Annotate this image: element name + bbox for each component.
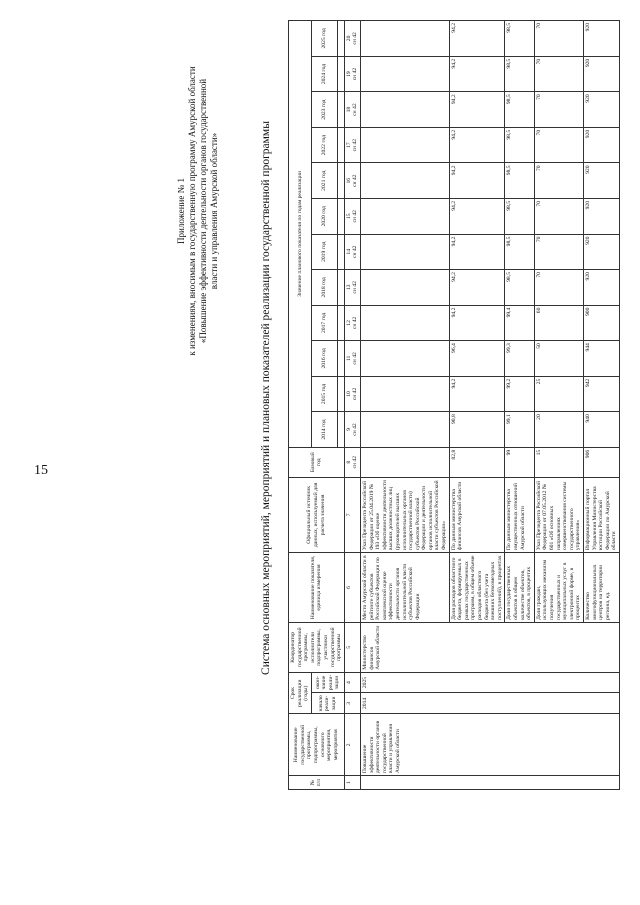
year-value: 94,2 xyxy=(449,234,505,270)
year-value: 900 xyxy=(583,305,619,341)
program-name: Повышение эффективности деятельности органов государственной власти и управления Амурской области xyxy=(360,714,619,776)
column-number xyxy=(344,270,360,306)
header-year: 2018 год xyxy=(311,270,337,306)
base-value: 82,8 xyxy=(449,447,505,477)
indicators-table xyxy=(288,20,620,790)
column-number xyxy=(344,21,360,57)
indicator-source: По данным министерства финансов Амурской области xyxy=(449,477,505,552)
year-value: 90,8 xyxy=(449,412,505,448)
cn-label: сн 42 xyxy=(352,316,359,330)
column-number xyxy=(344,412,360,448)
header-year: 2021 год xyxy=(311,163,337,199)
year-value xyxy=(360,127,449,163)
year-value: 942 xyxy=(583,376,619,412)
header-year: 2015 год xyxy=(311,376,337,412)
column-number-label: 15 xyxy=(345,213,352,220)
column-number-label: 11 xyxy=(345,355,352,362)
year-value: 98,5 xyxy=(505,270,534,306)
column-number-label: 19 xyxy=(345,71,352,77)
year-value xyxy=(360,305,449,341)
base-value xyxy=(360,447,449,477)
indicator-name: Доля граждан, использующих механизм получения государственных и муниципальных услуг в электронной форме, в процентах xyxy=(534,553,583,623)
indicator-source: Указ Президента Российской Федерации от 25.04.2019 № 193 «Об оценке эффективности деятельности высших должностных лиц (руководителей высших исполнительных органов государственной власти) субъектов Российской Федерации и деятельности органов исполнительной власти субъектов Российской Федерации» xyxy=(360,477,449,552)
appendix-line-2: к изменениям, вносимым в государственную программу Амурской области xyxy=(187,66,197,356)
header-year: 2022 год xyxy=(311,127,337,163)
year-value: 98,5 xyxy=(505,56,534,92)
header-term-end: окон-чание реали-зации xyxy=(311,672,344,693)
empty-cell xyxy=(337,21,344,57)
header-name: Наименование государственной программы, подпрограммы, основного мероприятия, мероприятия xyxy=(289,714,345,776)
year-value: 920 xyxy=(583,163,619,199)
year-value: 94,2 xyxy=(449,198,505,234)
year-value: 98,5 xyxy=(505,21,534,57)
year-value: 94,2 xyxy=(449,376,505,412)
header-term: Срок реализации (годы) xyxy=(289,672,312,714)
year-value: 94,2 xyxy=(449,305,505,341)
year-value: 920 xyxy=(583,92,619,128)
year-value: 94,2 xyxy=(449,21,505,57)
year-value xyxy=(360,234,449,270)
cn-label: сн 42 xyxy=(352,174,359,187)
year-value: 70 xyxy=(534,234,583,270)
program-coordinator: Министерство финансов Амурской области xyxy=(360,622,619,672)
year-value: 920 xyxy=(583,21,619,57)
year-value: 99,1 xyxy=(505,412,534,448)
year-value: 70 xyxy=(534,198,583,234)
year-value: 920 xyxy=(583,198,619,234)
indicator-name: Место Амурской области в рейтинге субъектов Российской Федерации по комплексной оценке эффективности деятельности органов исполнительной власти субъектов Российской Федерации xyxy=(360,553,449,623)
empty-cell xyxy=(337,56,344,92)
empty-cell xyxy=(337,270,344,306)
header-indicator: Наименование показателя, единица измерения xyxy=(289,553,345,623)
indicator-source: Указ Президента Российской Федерации от 07.05.2012 № 601 «Об основных направлениях совершенствования системы государственного управления» xyxy=(534,477,583,552)
year-value: 94,2 xyxy=(449,127,505,163)
cn-label: сн 42 xyxy=(352,281,359,294)
year-value: 94,2 xyxy=(449,92,505,128)
indicator-source: Информационный портал Управления Министерства юстиции Российской Федерации по Амурской области xyxy=(583,477,619,552)
header-year: 2025 год xyxy=(311,21,337,57)
indicator-name: Количество многофункциональных центров на территории региона, ед. xyxy=(583,553,619,623)
year-value: 98,5 xyxy=(505,92,534,128)
year-value: 70 xyxy=(534,127,583,163)
column-number-label: 12 xyxy=(345,320,352,326)
year-value: 70 xyxy=(534,270,583,306)
header-year: 2016 год xyxy=(311,341,337,377)
year-value: 99,2 xyxy=(505,376,534,412)
column-number xyxy=(344,163,360,199)
column-number xyxy=(344,305,360,341)
empty-cell xyxy=(337,92,344,128)
column-number-label: 17 xyxy=(345,142,352,148)
column-number xyxy=(344,198,360,234)
year-value: 60 xyxy=(534,305,583,341)
cn-label: сн 42 xyxy=(352,387,359,401)
column-number-label: 13 xyxy=(345,284,352,291)
year-value: 940 xyxy=(583,412,619,448)
column-number-label: 8 xyxy=(345,460,352,464)
empty-cell xyxy=(337,198,344,234)
year-value: 94,2 xyxy=(449,163,505,199)
header-year: 2023 год xyxy=(311,92,337,128)
indicator-name: Доля расходов областного бюджета, формируемых в рамках государственных программ, в общем объеме расходов областного бюджета (без учета внешних безвозмездных поступлений), в процентах xyxy=(449,553,505,623)
appendix-note xyxy=(176,26,220,396)
empty-cell xyxy=(337,341,344,377)
year-value: 94,2 xyxy=(449,56,505,92)
header-year: 2020 год xyxy=(311,198,337,234)
header-year: 2014 год xyxy=(311,412,337,448)
year-value: 920 xyxy=(583,56,619,92)
header-values-group: Значение планового показателя по годам реализации xyxy=(289,21,312,448)
column-number: 4 xyxy=(344,672,360,693)
year-value xyxy=(360,92,449,128)
column-number-label: 10 xyxy=(345,391,352,397)
year-value: 944 xyxy=(583,341,619,377)
appendix-line-1: Приложение № 1 xyxy=(176,178,186,244)
base-value: 99 xyxy=(505,447,534,477)
header-source: Официальный источник данных, используемый для расчета значения xyxy=(289,477,345,552)
header-num: № п/п xyxy=(289,776,345,790)
column-number: 6 xyxy=(344,553,360,623)
empty-cell xyxy=(337,412,344,448)
column-number xyxy=(344,447,360,477)
cn-label: сн 42 xyxy=(352,245,359,259)
page-number: 15 xyxy=(34,463,48,478)
empty-cell xyxy=(337,305,344,341)
year-value xyxy=(360,270,449,306)
row-number xyxy=(360,776,619,790)
header-base-year: Базовый год xyxy=(289,447,345,477)
column-number: 2 xyxy=(344,714,360,776)
column-number xyxy=(344,341,360,377)
year-value xyxy=(360,163,449,199)
column-number-label: 9 xyxy=(345,428,352,431)
year-value: 70 xyxy=(534,92,583,128)
program-end-year: 2025 xyxy=(360,672,619,693)
column-number xyxy=(344,376,360,412)
appendix-line-4: власти и управления Амурской области» xyxy=(209,132,219,290)
year-value xyxy=(360,412,449,448)
cn-label: сн 42 xyxy=(352,423,359,436)
column-number xyxy=(344,92,360,128)
year-value xyxy=(360,341,449,377)
year-value: 920 xyxy=(583,127,619,163)
cn-label: сн 42 xyxy=(352,210,359,223)
column-number xyxy=(344,56,360,92)
year-value: 70 xyxy=(534,21,583,57)
cn-label: сн 42 xyxy=(352,103,359,116)
year-value: 98,5 xyxy=(505,127,534,163)
indicator-source: По данным министерства имущественных отношений Амурской области xyxy=(505,477,534,552)
year-value: 99,4 xyxy=(505,305,534,341)
year-value: 96,4 xyxy=(449,341,505,377)
cn-label: сн 42 xyxy=(352,138,359,152)
year-value: 94,2 xyxy=(449,270,505,306)
empty-cell xyxy=(337,127,344,163)
year-value: 20 xyxy=(534,412,583,448)
cn-label: сн 42 xyxy=(352,32,359,45)
column-number-label: 14 xyxy=(345,249,352,255)
table-row xyxy=(360,21,449,790)
column-number-label: 20 xyxy=(345,35,352,42)
document-title: Система основных мероприятий, мероприятий и плановых показателей реализации государственной программы xyxy=(260,121,272,675)
year-value xyxy=(360,198,449,234)
column-number xyxy=(344,234,360,270)
year-value: 98,5 xyxy=(505,163,534,199)
header-year: 2024 год xyxy=(311,56,337,92)
empty-cell xyxy=(337,163,344,199)
cn-label: сн 42 xyxy=(352,352,359,365)
header-term-start: начало реали-зации xyxy=(311,693,344,714)
indicator-name: Доля государственных объектов в общем количестве объектов, объектов, в процентах xyxy=(505,553,534,623)
year-value: 920 xyxy=(583,270,619,306)
base-value: 906 xyxy=(583,447,619,477)
year-value: 70 xyxy=(534,163,583,199)
year-value: 98,5 xyxy=(505,234,534,270)
year-value xyxy=(360,21,449,57)
landscape-content xyxy=(170,18,640,798)
empty-cell xyxy=(337,234,344,270)
year-value: 920 xyxy=(583,234,619,270)
header-coordinator: Координатор государственной программы, исполнители подпрограммы, участники государственной программы xyxy=(289,622,345,672)
year-value xyxy=(360,376,449,412)
header-year: 2019 год xyxy=(311,234,337,270)
column-number: 5 xyxy=(344,622,360,672)
column-number: 3 xyxy=(344,693,360,714)
column-number xyxy=(344,127,360,163)
column-number-label: 16 xyxy=(345,177,352,184)
base-value: 15 xyxy=(534,447,583,477)
cn-label: сн 42 xyxy=(352,456,359,469)
year-value: 50 xyxy=(534,341,583,377)
year-value: 98,5 xyxy=(505,198,534,234)
column-number: 1 xyxy=(344,776,360,790)
program-start-year: 2014 xyxy=(360,693,619,714)
year-value: 70 xyxy=(534,56,583,92)
year-value xyxy=(360,56,449,92)
year-value: 25 xyxy=(534,376,583,412)
cn-label: сн 42 xyxy=(352,67,359,81)
column-number: 7 xyxy=(344,477,360,552)
year-value: 99,3 xyxy=(505,341,534,377)
empty-cell xyxy=(337,376,344,412)
column-number-label: 18 xyxy=(345,106,352,113)
header-year: 2017 год xyxy=(311,305,337,341)
appendix-line-3: «Повышение эффективности деятельности органов государственной xyxy=(198,78,208,344)
